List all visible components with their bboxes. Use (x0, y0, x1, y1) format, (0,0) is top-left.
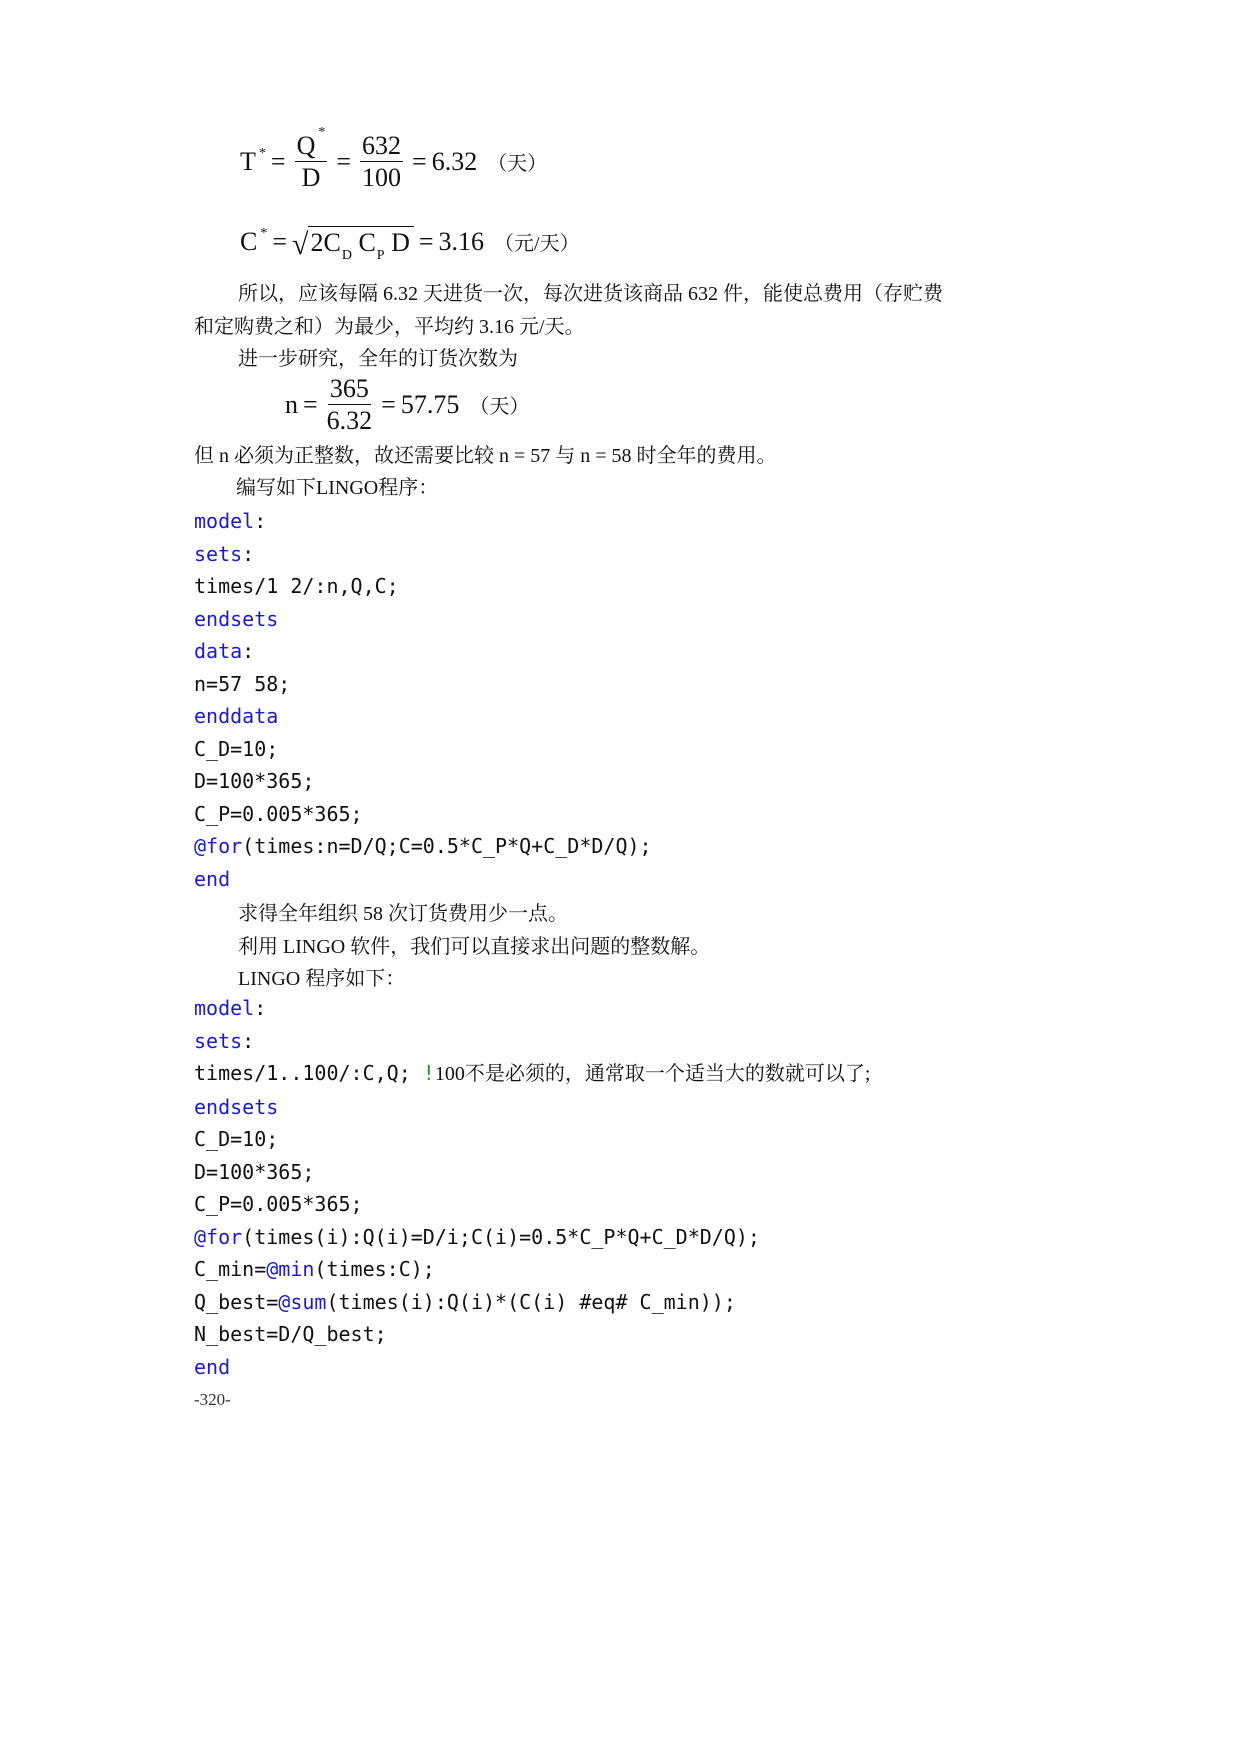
code-text: (times:n=D/Q;C=0.5*C_P*Q+C_D*D/Q); (242, 834, 652, 858)
code-line (194, 1253, 870, 1286)
fraction (360, 132, 403, 192)
code-line (194, 505, 652, 538)
code-line (194, 733, 652, 766)
radicand-term: 2C (310, 228, 341, 257)
code-text: D=100*365; (194, 1159, 315, 1184)
formula-c-star: C * = √ $2C_D$ $C_P$ D = 3.16 （元/天） (240, 225, 580, 263)
code-keyword: data (194, 639, 243, 663)
code-keyword: @for (194, 834, 243, 858)
code-keyword: @for (194, 1224, 243, 1249)
formula-t-star: T * = $\frac{Q ^*}{D}$ = $\frac{632}{100}$ = 6.32 （天） (240, 125, 548, 193)
code-line (194, 635, 652, 668)
code-keyword: enddata (194, 704, 279, 728)
formula-unit: （天） (469, 396, 530, 419)
code-keyword: model (194, 509, 255, 533)
code-text: (times(i):Q(i)*(C(i) #eq# C_min)); (326, 1289, 736, 1314)
code-text: C_min= (194, 1257, 267, 1281)
fraction (327, 375, 373, 435)
code-text: (times:C); (314, 1257, 435, 1281)
code-line (194, 863, 652, 896)
formula-symbol: T (240, 146, 256, 176)
code-text: : (242, 639, 255, 663)
superscript: * (258, 145, 266, 161)
denominator: D (301, 163, 321, 193)
code-line (194, 538, 652, 571)
code-line (194, 1286, 870, 1319)
numerator: 365 (328, 375, 371, 405)
code-keyword: @sum (278, 1289, 327, 1314)
code-line (194, 992, 870, 1025)
formula-n: n = $\frac{365}{6.32}$ = 57.75 （天） (285, 374, 530, 436)
code-line (194, 1351, 870, 1384)
superscript: * (318, 125, 326, 141)
superscript: * (260, 225, 268, 241)
code-block-1 (194, 505, 652, 895)
code-line (194, 765, 652, 798)
code-line (194, 570, 652, 603)
paragraph-line: LINGO 程序如下： (238, 968, 406, 990)
code-text: times/1 2/:n,Q,C; (194, 574, 399, 598)
paragraph-line: 编写如下LINGO程序： (236, 477, 439, 499)
page-number: -320- (194, 1390, 231, 1409)
code-text: times/1..100/:C,Q; (194, 1061, 423, 1085)
code-line (194, 1221, 870, 1254)
denominator: 6.32 (326, 406, 373, 436)
denominator: 100 (362, 163, 402, 193)
code-line (194, 1188, 870, 1221)
code-keyword: sets (194, 541, 243, 566)
subscript: D (341, 248, 352, 263)
paragraph-line: 所以，应该每隔 6.32 天进货一次，每次进货该商品 632 件，能使总费用（存贮费 (238, 283, 943, 305)
code-line (194, 1318, 870, 1351)
code-line (194, 1025, 870, 1058)
code-text: : (254, 996, 267, 1020)
code-text: (times(i):Q(i)=D/i;C(i)=0.5*C_P*Q+C_D*D/Q); (242, 1224, 760, 1249)
code-line (194, 603, 652, 636)
subscript: P (376, 248, 385, 263)
formula-symbol: C (240, 226, 258, 256)
formula-unit: （元/天） (494, 233, 580, 256)
code-comment: 100不是必须的，通常取一个适当大的数就可以了; (434, 1063, 871, 1085)
code-line (194, 1057, 870, 1091)
paragraph-line: 和定购费之和）为最少，平均约 3.16 元/天。 (194, 316, 585, 338)
paragraph-line: 进一步研究，全年的订货次数为 (238, 348, 518, 370)
code-keyword: sets (194, 1028, 243, 1053)
formula-symbol: n (285, 389, 298, 419)
paragraph-line: 求得全年组织 58 次订货费用少一点。 (238, 903, 568, 925)
code-line (194, 1156, 870, 1189)
code-line (194, 1091, 870, 1124)
fraction (295, 125, 328, 193)
code-line (194, 830, 652, 863)
code-text: C_P=0.005*365; (194, 1192, 363, 1216)
formula-result: 6.32 (431, 146, 478, 176)
code-keyword: end (194, 866, 231, 891)
numerator: Q (296, 131, 316, 160)
numerator: 632 (360, 132, 403, 162)
comment-mark: ! (422, 1061, 435, 1085)
code-text: N_best=D/Q_best; (194, 1322, 387, 1346)
code-line (194, 668, 652, 701)
code-text: : (242, 1028, 255, 1053)
code-text: : (254, 509, 267, 533)
code-text: C_D=10; (194, 1127, 279, 1151)
square-root: √ $2C_D$ $C_P$ D (292, 226, 414, 258)
code-keyword: endsets (194, 606, 279, 631)
radicand-term: C (358, 228, 376, 257)
code-text: C_D=10; (194, 736, 279, 761)
paragraph-line: 但 n 必须为正整数，故还需要比较 n = 57 与 n = 58 时全年的费用。 (194, 445, 777, 467)
code-block-2 (194, 992, 870, 1383)
code-keyword: model (194, 996, 255, 1020)
code-line (194, 700, 652, 733)
code-line (194, 1123, 870, 1156)
formula-unit: （天） (487, 153, 548, 176)
code-text: D=100*365; (194, 769, 315, 793)
code-keyword: @min (266, 1257, 315, 1281)
code-text: n=57 58; (194, 671, 291, 696)
code-keyword: endsets (194, 1094, 279, 1119)
formula-result: 57.75 (400, 389, 460, 419)
code-text: Q_best= (194, 1289, 279, 1314)
code-text: : (242, 541, 255, 566)
code-keyword: end (194, 1354, 231, 1379)
paragraph-line: 利用 LINGO 软件，我们可以直接求出问题的整数解。 (238, 936, 711, 958)
formula-result: 3.16 (438, 226, 485, 256)
radicand-term: D (391, 228, 410, 257)
code-text: C_P=0.005*365; (194, 801, 363, 826)
code-line (194, 798, 652, 831)
